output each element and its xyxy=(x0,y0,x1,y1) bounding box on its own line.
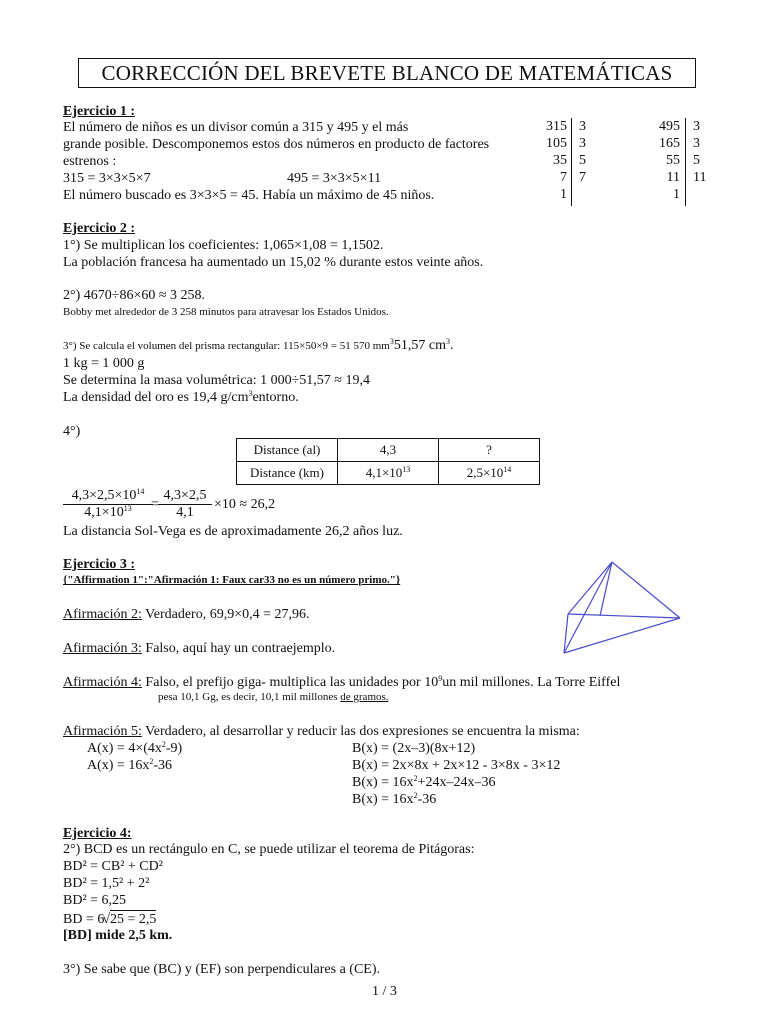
div495-right: 11 xyxy=(693,170,707,185)
ej3-ax1: $A(x) = 4\times(4x^2-9)$ xyxy=(87,740,183,756)
ej3-a4b: pesa 10,1 Gg, es decir, 10,1 mil millones de gramos. xyxy=(158,691,389,703)
div315-left: 105 xyxy=(546,136,567,151)
table-cell: $4,1\times 10^{13}$ xyxy=(338,462,439,485)
edge xyxy=(600,562,612,616)
table-cell: Distance (km) xyxy=(237,462,338,485)
div495-right: 5 xyxy=(693,153,700,168)
ej4-heading: Ejercicio 4: xyxy=(63,826,132,841)
div315-right: 7 xyxy=(579,170,586,185)
ej3-bx3: $B(x) = 16x^2+24x-24x-36$ xyxy=(352,774,496,790)
ej1-line1: El número de niños es un divisor común a 315 y 495 y el más xyxy=(63,120,409,135)
div315-left: 1 xyxy=(560,187,567,202)
division-315 xyxy=(520,118,610,206)
div495-left: 1 xyxy=(673,187,680,202)
fraction-tail: ×10 ≈ 26,2 xyxy=(214,497,276,512)
table-cell: $2,5\times 10^{14}$ xyxy=(439,462,540,485)
ej1-eq495: 495 = 3×3×5×11 xyxy=(287,171,382,186)
table-cell: 4,3 xyxy=(338,439,439,462)
ej3-ax2: $A(x) = 16x^2-36$ xyxy=(87,757,173,773)
ej2-heading: Ejercicio 2 : xyxy=(63,221,136,236)
ej1-line2: grande posible. Descomponemos estos dos números en producto de factores xyxy=(63,137,490,152)
ej3-bx1: B(x) = (2x–3)(8x+12) xyxy=(352,741,476,756)
ej3-a4: Afirmación 4: Falso, el prefijo giga- multiplica las unidades por $10^9un$ mil millones. La Torre Eiffel xyxy=(63,674,621,690)
ej3-a3: Afirmación 3: Falso, aquí hay un contraejemplo. xyxy=(63,641,336,656)
ej2-p2b: Bobby met alrededor de 3 258 minutos para atravesar los Estados Unidos. xyxy=(63,306,389,318)
div315-left: 7 xyxy=(560,170,567,185)
div315-left: 35 xyxy=(553,153,567,168)
ej4-l2: BD² = CB² + CD² xyxy=(63,859,163,874)
div495-left: 11 xyxy=(666,170,680,185)
ej1-eq315: 315 = 3×3×5×7 xyxy=(63,171,151,186)
ej3-a2: Afirmación 2: Verdadero, 69,9×0,4 = 27,96. xyxy=(63,607,310,622)
ej2-p3b: 1 kg = 1 000 g xyxy=(63,356,145,371)
edge xyxy=(568,562,612,614)
ej4-l4: BD² = 6,25 xyxy=(63,893,127,908)
ej2-p3c: Se determina la masa volumétrica: 1 000÷51,57 ≈ 19,4 xyxy=(63,373,370,388)
ej4-l3: BD² = 1,5² + 2² xyxy=(63,876,150,891)
div495-left: 165 xyxy=(659,136,680,151)
equals-sign: = xyxy=(151,497,159,512)
page-title: CORRECCIÓN DEL BREVETE BLANCO DE MATEMÁTICAS xyxy=(78,58,696,88)
ej4-l6: [BD] mide 2,5 km. xyxy=(63,928,173,943)
ej4-l7: 3°) Se sabe que (BC) y (EF) son perpendiculares a (CE). xyxy=(63,962,381,977)
div495-right: 3 xyxy=(693,119,700,134)
sqrt-icon: √ xyxy=(102,912,111,927)
table-cell: Distance (al) xyxy=(237,439,338,462)
ej2-p2a: 2°) 4670÷86×60 ≈ 3 258. xyxy=(63,288,206,303)
div315-right: 3 xyxy=(579,136,586,151)
div315-right: 3 xyxy=(579,119,586,134)
div495-left: 495 xyxy=(659,119,680,134)
table-row xyxy=(237,462,540,485)
ej3-a1: {"Affirmation 1":"Afirmación 1: Faux car33 no es un número primo."} xyxy=(63,574,401,586)
distance-table xyxy=(236,438,540,485)
fraction-1: $\frac{4,3\times 2,5\times 10^{14}}{4,1\times 10^{13}}$ xyxy=(63,488,153,521)
page-number: 1 / 3 xyxy=(372,984,397,999)
div315-left: 315 xyxy=(546,119,567,134)
div315-right: 5 xyxy=(579,153,586,168)
ej2-p1a: 1°) Se multiplican los coeficientes: 1,065×1,08 = 1,1502. xyxy=(63,238,384,253)
pyramid-figure xyxy=(552,556,692,660)
fraction-2: $\frac{4,3\times 2,5}{4,1}$ xyxy=(158,488,212,521)
edge xyxy=(612,562,680,618)
ej4-l5: BD = 6√25 = 2,5 xyxy=(63,912,157,927)
table-row xyxy=(237,439,540,462)
ej2-p1b: La población francesa ha aumentado un 15,02 % durante estos veinte años. xyxy=(63,255,484,270)
ej3-heading: Ejercicio 3 : xyxy=(63,557,136,572)
ej4-l1: 2°) BCD es un rectángulo en C, se puede utilizar el teorema de Pitágoras: xyxy=(63,842,475,857)
ej2-p4b: La distancia Sol-Vega es de aproximadamente 26,2 años luz. xyxy=(63,524,403,539)
div495-right: 3 xyxy=(693,136,700,151)
ej2-p3a: 3°) Se calcula el volumen del prisma rectangular: 115×50×9 = 51 570 $mm^351,57$ $cm^3$. xyxy=(63,337,454,353)
ej1-line5: El número buscado es 3×3×5 = 45. Había un máximo de 45 niños. xyxy=(63,188,435,203)
div495-left: 55 xyxy=(666,153,680,168)
table-cell: ? xyxy=(439,439,540,462)
ej3-bx4: $B(x) = 16x^2-36$ xyxy=(352,791,437,807)
edge xyxy=(564,562,612,653)
ej2-p3d: La densidad del oro es 19,4 $g/cm^3entorno$. xyxy=(63,389,299,405)
edge xyxy=(568,614,680,618)
sqrt-radicand: √25 = 2,5 xyxy=(102,912,157,927)
edge xyxy=(564,618,680,653)
division-495 xyxy=(640,118,740,206)
ej1-heading: Ejercicio 1 : xyxy=(63,104,136,119)
ej2-p4: 4°) xyxy=(63,424,81,439)
ej3-bx2: B(x) = 2x×8x + 2x×12 - 3×8x - 3×12 xyxy=(352,758,561,773)
ej1-line3: estrenos : xyxy=(63,154,117,169)
ej3-a5: Afirmación 5: Verdadero, al desarrollar y reducir las dos expresiones se encuentra la misma: xyxy=(63,724,580,739)
